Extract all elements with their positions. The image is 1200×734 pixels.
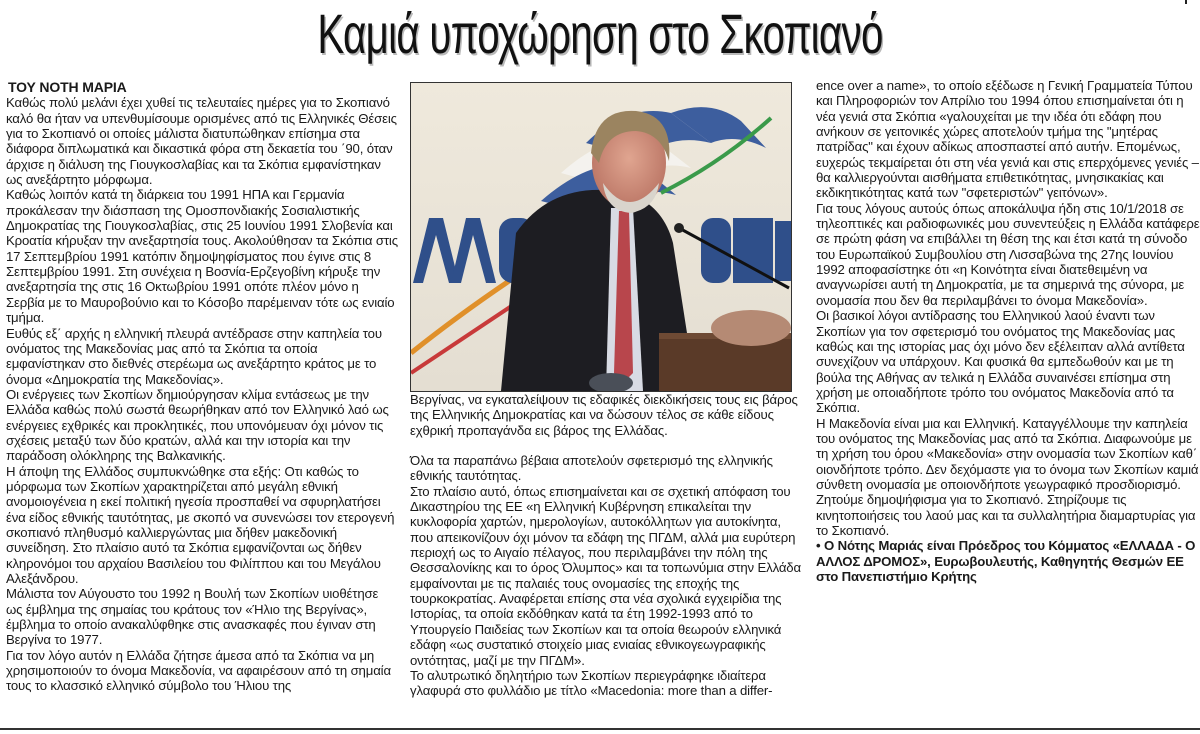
paragraph: Όλα τα παραπάνω βέβαια αποτελούν σφετερισμό της ελληνικής εθνικής ταυτότητας. (410, 453, 773, 484)
paragraph: Ζητούμε δημοψήφισμα για το Σκοπιανό. Στηρίζουμε τις κινητοποιήσεις του λαού μας και τα συλλαλητήρια διαμαρτυρίας για το Σκοπιανό. (816, 492, 1196, 538)
speaker-photo-illustration (411, 83, 791, 391)
article-column-2 (410, 392, 802, 699)
paragraph: Στο πλαίσιο αυτό, όπως επισημαίνεται και σε σχετική απόφαση του Δικαστηρίου της ΕΕ «η Ελληνική Κυβέρνηση επικαλείται την κυκλοφορία χαρτών, ημερολογίων, αυτοκόλλητων για αυτοκίνητα, που απεικονίζουν όχι μόνον τα εδάφη της ΠΓΔΜ, αλλά μια ευρύτερη περιοχή ως το Αιγαίο πέλαγος, που περιλαμβάνει την πόλη της Θεσσαλονίκης και το όρος Όλυμπος» και τα τοπωνύμια στην Ελλάδα εμφαίνονται με τις παλαιές τους ονομασίες της εποχής της τουρκοκρατίας. Αναφέρεται επίσης στα νέα σχολικά εγχειρίδια της Ιστορίας, τα οποία εκδόθηκαν κατά τα έτη 1992-1993 από το Υπουργείο Παιδείας των Σκοπίων και τα οποία θεωρούν ελληνικά εδάφη «ως συστατικό στοιχείο μιας ενιαίας εθνικογεωγραφικής οντότητας, μαζί με την ΠΓΔΜ». (410, 483, 801, 668)
article-headline: Καμιά υποχώρηση στο Σκοπιανό (317, 2, 883, 65)
paragraph: Μάλιστα τον Αύγουστο του 1992 η Βουλή των Σκοπίων υιοθέτησε ως έμβλημα της σημαίας του κράτους τον «Ήλιο της Βεργίνας», έμβλημα το οποίο ανακαλύφθηκε στις ανασκαφές που έγιναν στη Βεργίνα το 1977. (6, 586, 379, 648)
paragraph: Το αλυτρωτικό δηλητήριο των Σκοπίων περιεγράφηκε ιδιαίτερα γλαφυρά στο φυλλάδιο με τίτλο «Macedonia: more than a differ- (410, 667, 773, 699)
audience-head (711, 310, 791, 346)
article-column-3 (816, 78, 1200, 584)
paragraph: ence over a name», το οποίο εξέδωσε η Γενική Γραμματεία Τύπου και Πληροφοριών τον Απρίλιο του 1994 όπου επισημαίνεται ότι η νέα γενιά στα Σκόπια «γαλουχείται με την ιδέα ότι εδάφη που ανήκουν σε γειτονικές χώρες αποτελούν τμήμα της "μητέρας πατρίδας" και έχουν αδίκως αποσπαστεί από αυτήν. Επομένως, ευχερώς τεκμαίρεται ότι στη νέα γενιά και στις επερχόμενες γενιές – θα καλλιεργούνται αισθήματα επιθετικότητας, μνησικακίας και εκδικητικότητας κατά των "σφετεριστών" γειτόνων». (816, 78, 1199, 201)
author-bio: • Ο Νότης Μαριάς είναι Πρόεδρος του Κόμματος «ΕΛΛΑΔΑ - Ο ΑΛΛΟΣ ΔΡΟΜΟΣ», Ευρωβουλευτής, Καθηγητής Θεσμών ΕΕ στο Πανεπιστήμιο Κρήτης (816, 538, 1196, 584)
article-photo (410, 82, 792, 392)
paragraph: Για τους λόγους αυτούς όπως αποκάλυψα ήδη στις 10/1/2018 σε τηλεοπτικές και ραδιοφωνικές μου συνεντεύξεις η Ελλάδα κατάφερε σε πρώτη φάση να επιβάλλει τη θέση της και έτσι κατά τη σύνοδο του Ευρωπαϊκού Συμβουλίου στη Λισσαβώνα της 27ης Ιουνίου 1992 αποφασίστηκε ότι «η Κοινότητα είναι διατεθειμένη να αναγνωρίσει αυτή τη Δημοκρατία, με τα σημερινά της σύνορα, με ονομασία που δεν θα περιλαμβάνει το όνομα Μακεδονία». (816, 200, 1200, 308)
paragraph: Για τον λόγο αυτόν η Ελλάδα ζήτησε άμεσα από τα Σκόπια να μη χρησιμοποιούν το όνομα Μακεδονία, να αφαιρέσουν από τη σημαία τους το κλασσικό ελληνικό σύμβολο του Ήλιου της (6, 647, 391, 694)
article-byline: ΤΟΥ ΝΟΤΗ ΜΑΡΙΑ (8, 79, 127, 95)
article-column-1 (6, 80, 398, 694)
paragraph: Ευθύς εξ΄ αρχής η ελληνική πλευρά αντέδρασε στην καπηλεία του ονόματος της Μακεδονίας μας από τα Σκόπια τα οποία εμφανίστηκαν στο διεθνές στερέωμα ως ανεξάρτητο κράτος με το όνομα «Δημοκρατία της Μακεδονίας». (6, 325, 382, 387)
paragraph: Η άποψη της Ελλάδος συμπυκνώθηκε στα εξής: Οτι καθώς το μόρφωμα των Σκοπίων χαρακτηρίζεται από μεγάλη εθνική ανομοιογένεια η εκεί πολιτική ηγεσία προσπαθεί να σφυρηλατήσει ένα είδος εθνικής ταυτότητας, με σκοπό να συνενώσει τον ετερογενή σκοπιανό πληθυσμό καλλιεργώντας μια δήθεν μακεδονική συνείδηση. Στο πλαίσιο αυτό τα Σκόπια εμφανίζονται ως δήθεν κληρονόμοι του αρχαίου Βασιλείου του Φιλίππου και του Μεγάλου Αλεξάνδρου. (6, 463, 395, 586)
page-corner-mark (1185, 0, 1187, 4)
paragraph: Η Μακεδονία είναι μια και Ελληνική. Καταγγέλλουμε την καπηλεία του ονόματος της Μακεδονίας μας από τα Σκόπια. Διαφωνούμε με τη χρήση του όρου «Μακεδονία» στην ονομασία των Σκοπίων καθ΄ οιονδήποτε τρόπο. Δεν δεχόμαστε για το όνομα των Σκοπίων καμιά σύνθετη ονομασία με οποιονδήποτε γεωγραφικό προσδιορισμό. (816, 415, 1199, 492)
paragraph: Καθώς λοιπόν κατά τη διάρκεια του 1991 ΗΠΑ και Γερμανία προκάλεσαν την διάσπαση της Ομοσπονδιακής Σοσιαλιστικής Δημοκρατίας της Γιουγκοσλαβίας, στις 25 Ιουνίου 1991 Σλοβενία και Κροατία κήρυξαν την ανεξαρτησία τους. Ακολούθησαν τα Σκόπια στις 17 Σεπτεμβρίου 1991 κατόπιν δημοψηφίσματος που έγινε στις 8 Σεπτεμβρίου 1991. Στη συνέχεια η Βοσνία-Ερζεγοβίνη κήρυξε την ανεξαρτησία της στις 16 Οκτωβρίου 1991 οπότε πλέον μόνο η Σερβία με το Μαυροβούνιο και το Κόσοβο παρέμειναν τότε ως ενιαίο τμήμα. (6, 187, 398, 326)
bottom-rule (0, 728, 1200, 730)
paragraph: Καθώς πολύ μελάνι έχει χυθεί τις τελευταίες ημέρες για το Σκοπιανό καλό θα ήταν να υπενθυμίσουμε ορισμένες από τις Ελληνικές Θέσεις για το Σκοπιανό οι οποίες μάλιστα διατυπώθηκαν επίσημα στα διάφορα διπλωματικά και δικαστικά φόρα στη δεκαετία του ΄90, όταν άρχισε η διάλυση της Γιουγκοσλαβίας και τα Σκόπια εμφανίστηκαν ως ανεξάρτητο μόρφωμα. (6, 95, 397, 188)
paragraph: Βεργίνας, να εγκαταλείψουν τις εδαφικές διεκδικήσεις τους εις βάρος της Ελληνικής Δημοκρατίας και να δώσουν τέλος σε κάθε είδους εχθρική προπαγάνδα εις βάρος της Ελλάδας. (410, 392, 798, 438)
paragraph: Οι ενέργειες των Σκοπίων δημιούργησαν κλίμα εντάσεως με την Ελλάδα καθώς πολύ σωστά θεωρήθηκαν από τον Ελληνικό λαό ως ενέργειες εχθρικές και προκλητικές, που υπονόμευαν όχι μόνον τις σχέσεις μεταξύ των δύο κρατών, αλλά και την ιστορία και την παράδοση ολόκληρης της Βαλκανικής. (6, 386, 389, 464)
paragraph: Οι βασικοί λόγοι αντίδρασης του Ελληνικού λαού έναντι των Σκοπίων για τον σφετερισμό του ονόματος της Μακεδονίας μας καθώς και της ιστορίας μας όχι μόνο δεν εξέλειπαν αλλά αντίθετα συνεχίζουν να υπάρχουν. Και φυσικά θα εμπεδωθούν και με τη βούλα της Αθήνας αν τελικά η Ελλάδα συναινέσει επίσημα στη χρήση με οποιαδήποτε τρόπο του ονόματος Μακεδονία από τα Σκόπια. (816, 308, 1185, 416)
